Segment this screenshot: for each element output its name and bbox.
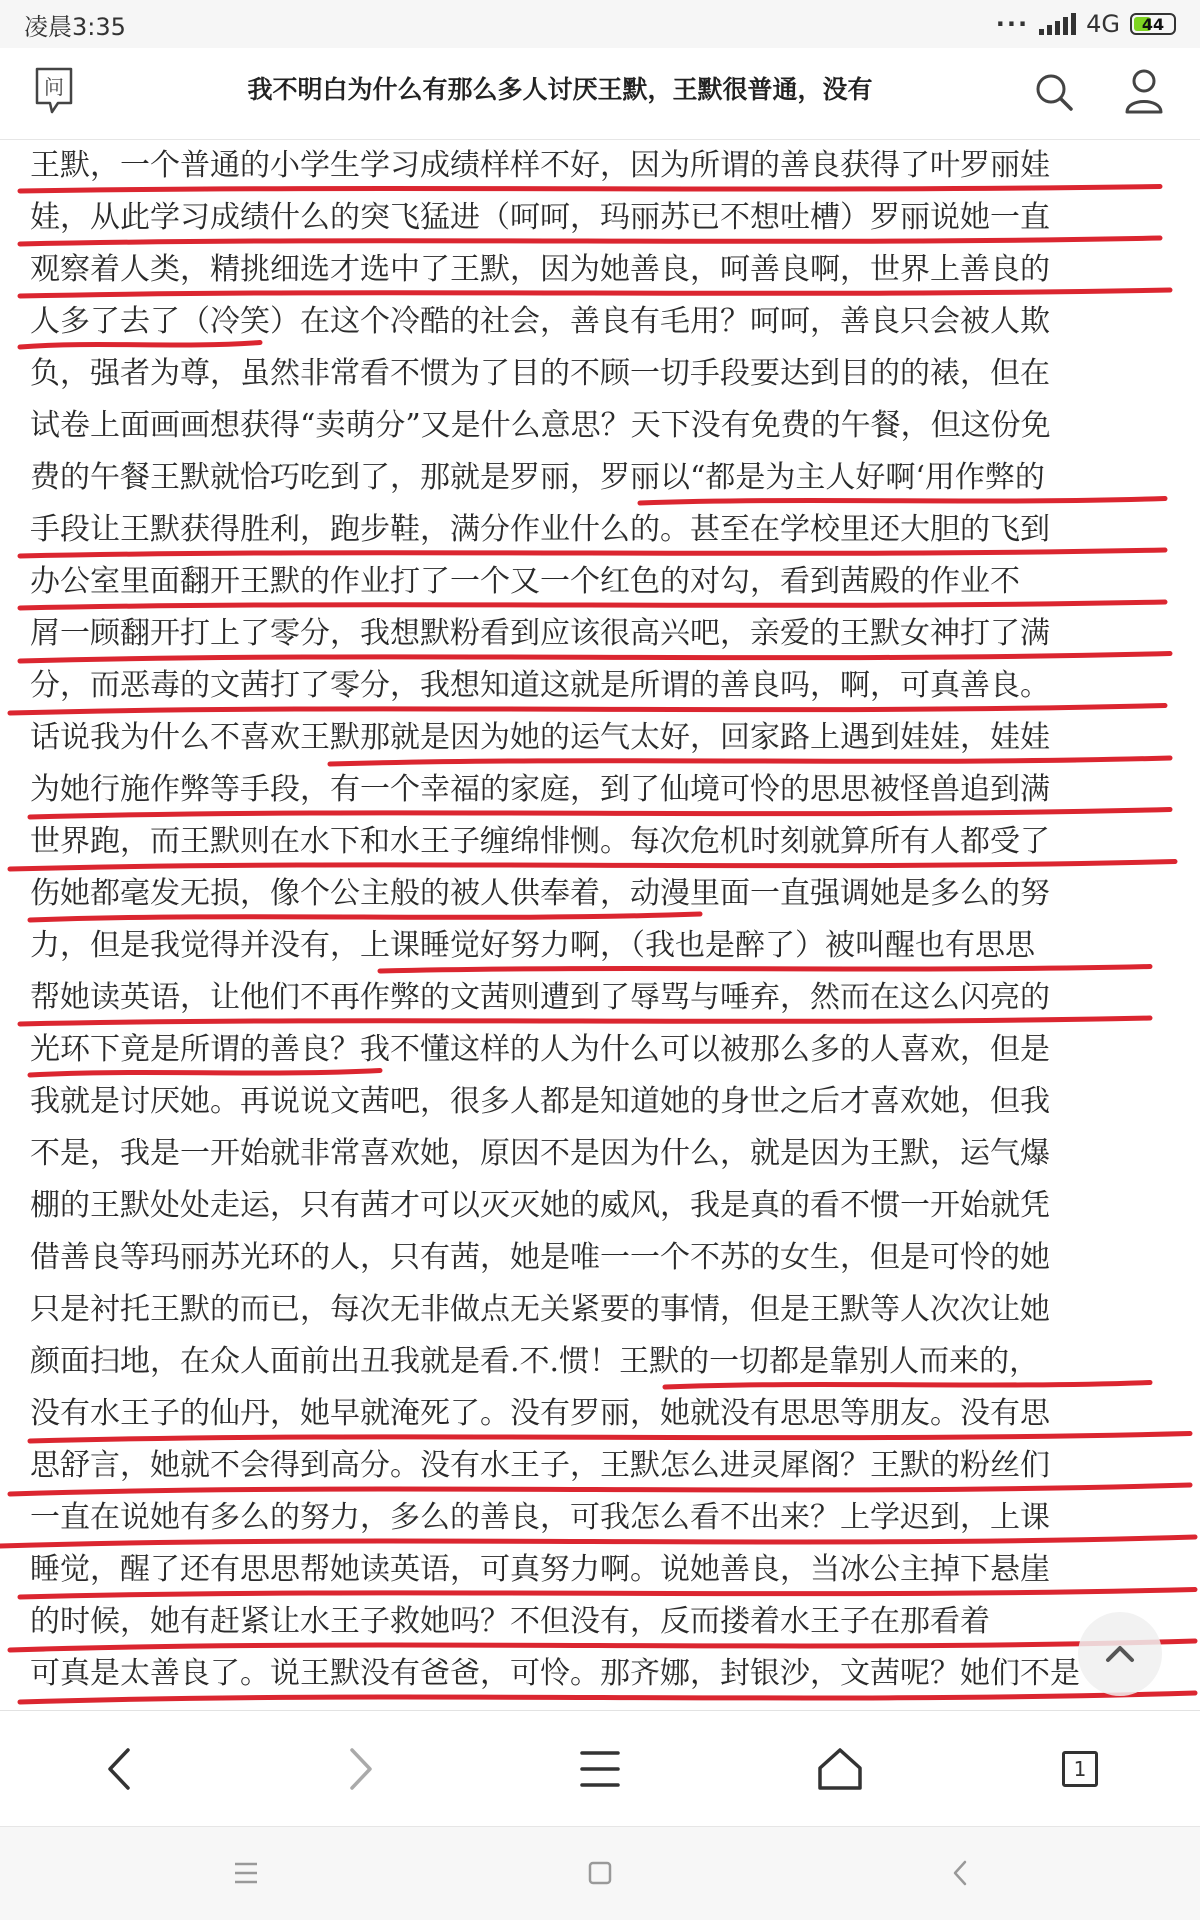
article-line: 力，但是我觉得并没有，上课睡觉好努力啊，（我也是醉了）被叫醒也有思思 — [30, 928, 1035, 963]
status-indicators — [996, 10, 1176, 38]
article-line: 光环下竟是所谓的善良？我不懂这样的人为什么可以被那么多的人喜欢，但是 — [30, 1032, 1050, 1067]
article-line: 手段让王默获得胜利，跑步鞋，满分作业什么的。甚至在学校里还大胆的飞到 — [30, 512, 1050, 547]
network-type: 4G — [1086, 10, 1120, 38]
chevron-right-icon — [340, 1744, 380, 1794]
notification-dots-icon: ··· — [995, 10, 1030, 38]
battery-icon — [1130, 13, 1176, 35]
article-line: 没有水王子的仙丹，她早就淹死了。没有罗丽，她就没有思思等朋友。没有思 — [30, 1396, 1050, 1431]
tab-count: 1 — [1062, 1751, 1098, 1787]
article-line: 费的午餐王默就恰巧吃到了，那就是罗丽，罗丽以“都是为主人好啊‘用作弊的 — [30, 460, 1045, 495]
article-line: 我就是讨厌她。再说说文茜吧，很多人都是知道她的身世之后才喜欢她，但我 — [30, 1084, 1050, 1119]
recent-apps-button[interactable] — [226, 1853, 266, 1893]
status-bar — [0, 0, 1200, 48]
battery-level: 44 — [1141, 14, 1165, 34]
app-header — [0, 48, 1200, 140]
search-icon[interactable] — [1034, 72, 1074, 112]
article-line: 观察着人类，精挑细选才选中了王默，因为她善良，呵善良啊，世界上善良的 — [30, 252, 1050, 287]
menu-icon — [578, 1747, 622, 1791]
ask-icon-label: 问 — [44, 75, 64, 99]
article-line: 话说我为什么不喜欢王默那就是因为她的运气太好，回家路上遇到娃娃，娃娃 — [30, 720, 1050, 755]
article-line: 世界跑，而王默则在水下和水王子缠绵悱恻。每次危机时刻就算所有人都受了 — [30, 824, 1050, 859]
article-line: 娃，从此学习成绩什么的突飞猛进（呵呵，玛丽苏已不想吐槽）罗丽说她一直 — [30, 200, 1050, 235]
chevron-left-icon — [100, 1744, 140, 1794]
article-line: 的时候，她有赶紧让水王子救她吗？不但没有，反而搂着水王子在那看着 — [30, 1604, 990, 1639]
article-line: 办公室里面翻开王默的作业打了一个又一个红色的对勾，看到茜殿的作业不 — [30, 564, 1020, 599]
status-time: 凌晨3:35 — [24, 12, 126, 41]
article-line: 颜面扫地，在众人面前出丑我就是看.不.惯！王默的一切都是靠别人而来的， — [30, 1344, 1040, 1379]
article-line: 可真是太善良了。说王默没有爸爸，可怜。那齐娜，封银沙，文茜呢？她们不是 — [30, 1656, 1080, 1691]
home-button[interactable] — [812, 1741, 868, 1797]
article-line: 人多了去了（冷笑）在这个冷酷的社会，善良有毛用？呵呵，善良只会被人欺 — [30, 304, 1050, 339]
forward-button[interactable] — [332, 1741, 388, 1797]
chevron-up-icon — [1100, 1634, 1140, 1674]
back-button[interactable] — [92, 1741, 148, 1797]
article-line: 睡觉，醒了还有思思帮她读英语，可真努力啊。说她善良，当冰公主掉下悬崖 — [30, 1552, 1050, 1587]
article-line: 试卷上面画画想获得“卖萌分”又是什么意思？天下没有免费的午餐，但这份免 — [30, 408, 1051, 443]
article-line: 王默，一个普通的小学生学习成绩样样不好，因为所谓的善良获得了叶罗丽娃 — [30, 148, 1050, 183]
article-line: 伤她都毫发无损，像个公主般的被人供奉着，动漫里面一直强调她是多么的努 — [30, 876, 1050, 911]
article-line: 棚的王默处处走运，只有茜才可以灭灭她的威风，我是真的看不惯一开始就凭 — [30, 1188, 1050, 1223]
ask-question-icon[interactable] — [34, 66, 74, 118]
home-icon — [816, 1746, 864, 1792]
recent-apps-icon — [233, 1861, 259, 1885]
article-line: 帮她读英语，让他们不再作弊的文茜则遭到了辱骂与唾弃，然而在这么闪亮的 — [30, 980, 1050, 1015]
browser-toolbar — [0, 1710, 1200, 1826]
page-title: 我不明白为什么有那么多人讨厌王默，王默很普通，没有 — [247, 75, 873, 104]
menu-button[interactable] — [572, 1741, 628, 1797]
article-line: 负，强者为尊，虽然非常看不惯为了目的不顾一切手段要达到目的的裱，但在 — [30, 356, 1050, 391]
signal-strength-icon — [1039, 13, 1076, 35]
article-line: 思舒言，她就不会得到高分。没有水王子，王默怎么进灵犀阁？王默的粉丝们 — [30, 1448, 1050, 1483]
scroll-to-top-button[interactable] — [1078, 1612, 1162, 1696]
article-line: 只是衬托王默的而已，每次无非做点无关紧要的事情，但是王默等人次次让她 — [30, 1292, 1050, 1327]
article-line: 分，而恶毒的文茜打了零分，我想知道这就是所谓的善良吗，啊，可真善良。 — [30, 668, 1050, 703]
article-line: 借善良等玛丽苏光环的人，只有茜，她是唯一一个不苏的女生，但是可怜的她 — [30, 1240, 1050, 1275]
back-arrow-icon — [950, 1859, 970, 1887]
tabs-button[interactable] — [1052, 1741, 1108, 1797]
system-back-button[interactable] — [940, 1853, 980, 1893]
system-home-button[interactable] — [580, 1853, 620, 1893]
square-home-icon — [587, 1860, 613, 1886]
article-line: 不是，我是一开始就非常喜欢她，原因不是因为什么，就是因为王默，运气爆 — [30, 1136, 1050, 1171]
user-profile-icon[interactable] — [1124, 68, 1164, 114]
article-content[interactable] — [0, 140, 1200, 1710]
article-line: 一直在说她有多么的努力，多么的善良，可我怎么看不出来？上学迟到，上课 — [30, 1500, 1050, 1535]
article-line: 屑一顾翻开打上了零分，我想默粉看到应该很高兴吧，亲爱的王默女神打了满 — [30, 616, 1050, 651]
system-navigation-bar — [0, 1826, 1200, 1920]
article-line: 为她行施作弊等手段，有一个幸福的家庭，到了仙境可怜的思思被怪兽追到满 — [30, 772, 1050, 807]
